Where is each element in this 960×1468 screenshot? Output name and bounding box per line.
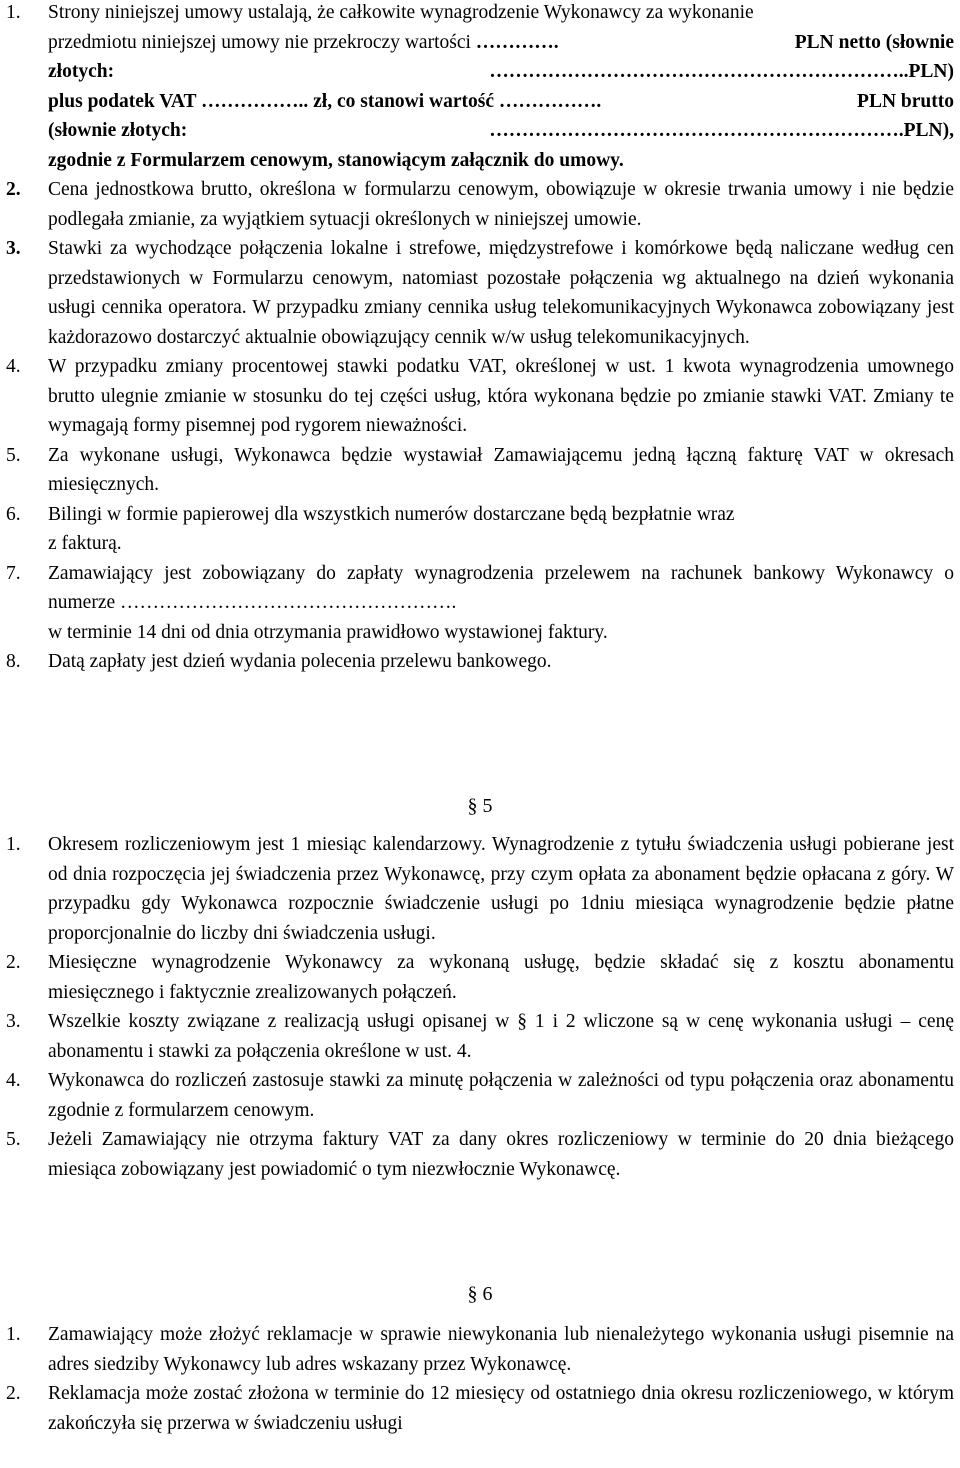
item-text: Reklamacja może zostać złożona w terminie do 12 miesięcy od ostatniego dnia okresu rozliczeniowego, w którym zakończyła się przerwa w świadczeniu usługi (48, 1383, 954, 1434)
item-text: PLN brutto (857, 90, 954, 112)
blank-amount: ………………………………………………………. (489, 120, 904, 141)
section-6-list (6, 1320, 954, 1438)
item-text: Wszelkie koszty związane z realizacją usługi opisanej w § 1 i 2 wliczone są w cenę wykonania usługi – cenę abonamentu i stawki za połączenia określone w ust. 4. (48, 1011, 954, 1062)
item-text: z fakturą. (48, 533, 122, 554)
item-text: Zamawiający jest zobowiązany do zapłaty wynagrodzenia przelewem na rachunek bankowy Wykonawcy o numerze (48, 562, 954, 613)
item-text: (słownie złotych: (48, 120, 188, 141)
list-item (6, 948, 954, 1007)
item-text: PLN netto (słownie (794, 31, 954, 53)
item-text: zgodnie z Formularzem cenowym, stanowiącym załącznik do umowy. (48, 149, 624, 171)
section-5-heading: § 5 (467, 795, 493, 817)
item-text: Stawki za wychodzące połączenia lokalne i strefowe, międzystrefowe i komórkowe będą naliczane według cen przedstawionych w Formularzu cenowym, natomiast pozostałe połączenia wg aktualnego na dzień wykonania usługi cennika operatora. W przypadku zmiany cennika usług telekomunikacyjnych Wykonawca zobowiązany jest każdorazowo dostarczyć aktualnie obowiązujący cennik w/w usług telekomunikacyjnych. (48, 238, 954, 348)
list-item (6, 441, 954, 500)
list-item (6, 1320, 954, 1379)
list-item (6, 1007, 954, 1066)
item-number: 5. (6, 444, 21, 466)
item-text: W przypadku zmiany procentowej stawki podatku VAT, określonej w ust. 1 kwota wynagrodzenia umownego brutto ulegnie zmianie w stosunku do tej części usług, która wykonana będzie po zmianie stawki VAT. Zmiany te wymagają formy pisemnej pod rygorem nieważności. (48, 356, 954, 436)
item-text: Bilingi w formie papierowej dla wszystkich numerów dostarczane będą bezpłatnie wraz (48, 503, 735, 525)
list-item (6, 175, 954, 234)
item-text: Cena jednostkowa brutto, określona w formularzu cenowym, obowiązuje w okresie trwania umowy i nie będzie podlegała zmianie, za wyjątkiem sytuacji określonych w niniejszej umowie. (48, 179, 954, 230)
item-text: Miesięczne wynagrodzenie Wykonawcy za wykonaną usługę, będzie składać się z kosztu abonamentu miesięcznego i faktycznie zrealizowanych połączeń. (48, 952, 954, 1003)
section-5-list (6, 830, 954, 1184)
item-text: Okresem rozliczeniowym jest 1 miesiąc kalendarzowy. Wynagrodzenie z tytułu świadczenia usługi pobierane jest od dnia rozpoczęcia jej świadczenia przez Wykonawcę, przy czym opłata za abonament będzie opłacana z góry. W przypadku gdy Wykonawca rozpocznie świadczenie usługi po 1dniu miesiąca wynagrodzenie będzie płatne proporcjonalnie do liczby dni świadczenia usługi. (48, 834, 954, 944)
blank-amount: …………….. (201, 90, 309, 112)
list-item (6, 1379, 954, 1438)
list-item (6, 830, 954, 948)
blank-amount: ……………………………………………………….. (489, 61, 909, 82)
list-item (6, 559, 954, 648)
item-text: złotych: (48, 61, 115, 82)
blank-account-number: ……………………………………………. (120, 592, 457, 613)
item-number: 1. (6, 2, 21, 23)
item-number: 3. (6, 238, 21, 259)
item-text: zł, co stanowi wartość (308, 90, 499, 112)
list-item (6, 1066, 954, 1125)
item-number: 5. (6, 1129, 21, 1150)
item-text: Jeżeli Zamawiający nie otrzyma faktury VAT za dany okres rozliczeniowy w terminie do 20 dnia bieżącego miesiąca zobowiązany jest powiadomić o tym niezwłocznie Wykonawcę. (48, 1129, 954, 1180)
item-number: 6. (6, 503, 21, 525)
item-number: 3. (6, 1011, 21, 1032)
item-text: Zamawiający może złożyć reklamacje w sprawie niewykonania lub nienależytego wykonania usługi pisemnie na adres siedziby Wykonawcy lub adres wskazany przez Wykonawcę. (48, 1324, 954, 1375)
item-text: Za wykonane usługi, Wykonawca będzie wystawiał Zamawiającemu jedną łączną fakturę VAT w okresach miesięcznych. (48, 444, 954, 495)
item-text: Wykonawca do rozliczeń zastosuje stawki za minutę połączenia w zależności od typu połączenia oraz abonamentu zgodnie z formularzem cenowym. (48, 1070, 954, 1121)
item-text: PLN) (908, 61, 954, 82)
blank-amount: …………. (475, 31, 559, 53)
item-text: przedmiotu niniejszej umowy nie przekroczy wartości (48, 31, 476, 53)
list-item (6, 352, 954, 441)
item-text: Datą zapłaty jest dzień wydania polecenia przelewu bankowego. (48, 651, 552, 672)
item-text: w terminie 14 dni od dnia otrzymania prawidłowo wystawionej faktury. (48, 621, 608, 643)
item-number: 2. (6, 952, 21, 973)
list-item (6, 1125, 954, 1184)
item-number: 8. (6, 651, 21, 672)
item-text: plus podatek VAT (48, 90, 202, 112)
section-4-list (6, 0, 954, 677)
list-item (6, 0, 954, 175)
item-text: PLN), (903, 120, 954, 141)
section-6-heading: § 6 (467, 1283, 493, 1305)
item-number: 2. (6, 1383, 21, 1404)
item-number: 4. (6, 1070, 21, 1091)
blank-amount: ……………. (498, 90, 602, 112)
list-item (6, 234, 954, 352)
item-number: 4. (6, 356, 21, 377)
item-number: 2. (6, 179, 21, 200)
item-text: Strony niniejszej umowy ustalają, że całkowite wynagrodzenie Wykonawcy za wykonanie (48, 2, 754, 23)
item-number: 1. (6, 834, 21, 855)
item-number: 7. (6, 562, 21, 584)
item-number: 1. (6, 1324, 21, 1345)
list-item (6, 647, 954, 677)
list-item (6, 500, 954, 559)
